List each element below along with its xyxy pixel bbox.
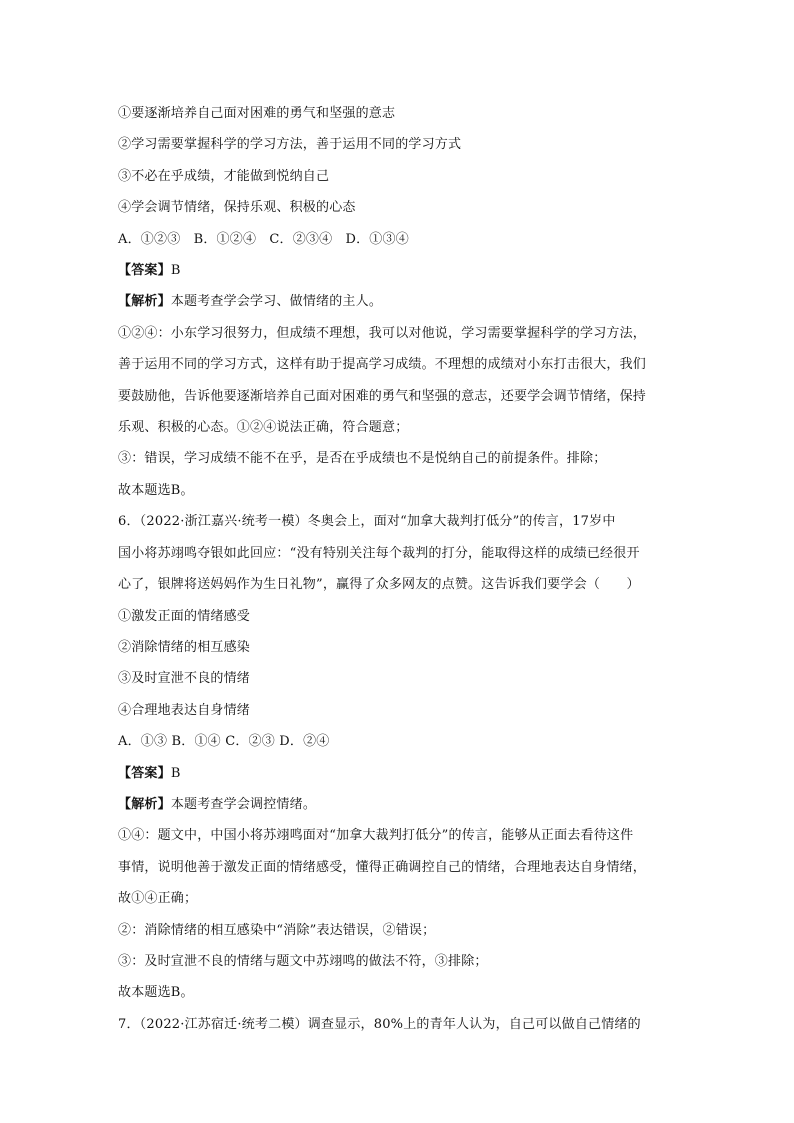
q6-answer xyxy=(118,758,678,789)
question-5 xyxy=(118,98,678,506)
q6-option-4: ④合理地表达自身情绪 xyxy=(118,702,251,718)
q6-analysis-line-3: 故①④正确； xyxy=(118,891,198,907)
q5-analysis xyxy=(118,286,678,317)
analysis-label: 【解析】 xyxy=(118,294,171,310)
answer-value: B xyxy=(170,765,181,781)
analysis-intro: 本题考查学会调控情绪。 xyxy=(170,796,317,812)
q5-option-1: ①要逐渐培养自己面对困难的勇气和坚强的意志 xyxy=(118,106,396,121)
q6-option-2: ②消除情绪的相互感染 xyxy=(118,639,251,655)
q6-analysis-line-2: 事情，说明他善于激发正面的情绪感受，懂得正确调控自己的情绪，合理地表达自身情绪， xyxy=(118,859,647,875)
answer-label: 【答案】 xyxy=(118,263,171,279)
question-7 xyxy=(118,1009,678,1040)
q6-option-1: ①激发正面的情绪感受 xyxy=(118,608,251,624)
q6-choices: A．①③ B．①④ C．②③ D．②④ xyxy=(118,734,330,750)
q5-option-4: ④学会调节情绪，保持乐观、积极的心态 xyxy=(118,200,356,216)
q6-stem-line-1: 6．（2022·浙江嘉兴·统考一模）冬奥会上，面对“加拿大裁判打低分”的传言，17岁中 xyxy=(118,514,616,530)
q5-choices: A．①②③ B．①②④ C．②③④ D．①③④ xyxy=(118,231,409,247)
q5-option-2: ②学习需要掌握科学的学习方法，善于运用不同的学习方式 xyxy=(118,137,462,153)
answer-value: B xyxy=(170,263,181,279)
q6-stem-line-3: 心了，银牌将送妈妈作为生日礼物”，赢得了众多网友的点赞。这告诉我们要学会（ ） xyxy=(118,577,640,593)
q5-analysis-line-4: 乐观、积极的心态。①②④说法正确，符合题意； xyxy=(118,420,409,436)
q5-option-3: ③不必在乎成绩，才能做到悦纳自己 xyxy=(118,168,330,184)
q5-analysis-line-1: ①②④：小东学习很努力，但成绩不理想，我可以对他说，学习需要掌握科学的学习方法， xyxy=(118,325,647,341)
q5-analysis-line-2: 善于运用不同的学习方式，这样有助于提高学习成绩。不理想的成绩对小东打击很大，我们 xyxy=(118,357,647,373)
q6-analysis-line-4: ②：消除情绪的相互感染中“消除”表达错误，②错误； xyxy=(118,922,436,938)
q5-analysis-line-5: ③：错误，学习成绩不能不在乎，是否在乎成绩也不是悦纳自己的前提条件。排除； xyxy=(118,451,607,467)
q6-analysis-line-6: 故本题选B。 xyxy=(118,985,194,1001)
q5-analysis-line-6: 故本题选B。 xyxy=(118,482,194,498)
q6-analysis xyxy=(118,789,678,820)
analysis-intro: 本题考查学会学习、做情绪的主人。 xyxy=(170,294,383,310)
question-6 xyxy=(118,506,678,1009)
q6-analysis-line-5: ③：及时宣泄不良的情绪与题文中苏翊鸣的做法不符，③排除； xyxy=(118,953,488,969)
analysis-label: 【解析】 xyxy=(118,796,171,812)
q5-answer xyxy=(118,255,678,286)
q7-stem-line-1: 7．（2022·江苏宿迁·统考二模）调查显示，80%上的青年人认为，自己可以做自己情绪的 xyxy=(118,1016,641,1032)
q5-analysis-line-3: 要鼓励他，告诉他要逐渐培养自己面对困难的勇气和坚强的意志，还要学会调节情绪，保持 xyxy=(118,388,647,404)
q6-option-3: ③及时宣泄不良的情绪 xyxy=(118,671,251,687)
q6-analysis-line-1: ①④：题文中，中国小将苏翊鸣面对“加拿大裁判打低分”的传言，能够从正面去看待这件 xyxy=(118,828,634,844)
answer-label: 【答案】 xyxy=(118,765,171,781)
document-body xyxy=(118,98,678,1040)
q6-stem-line-2: 国小将苏翊鸣夺银如此回应：“没有特别关注每个裁判的打分，能取得这样的成绩已经很开 xyxy=(118,545,640,561)
